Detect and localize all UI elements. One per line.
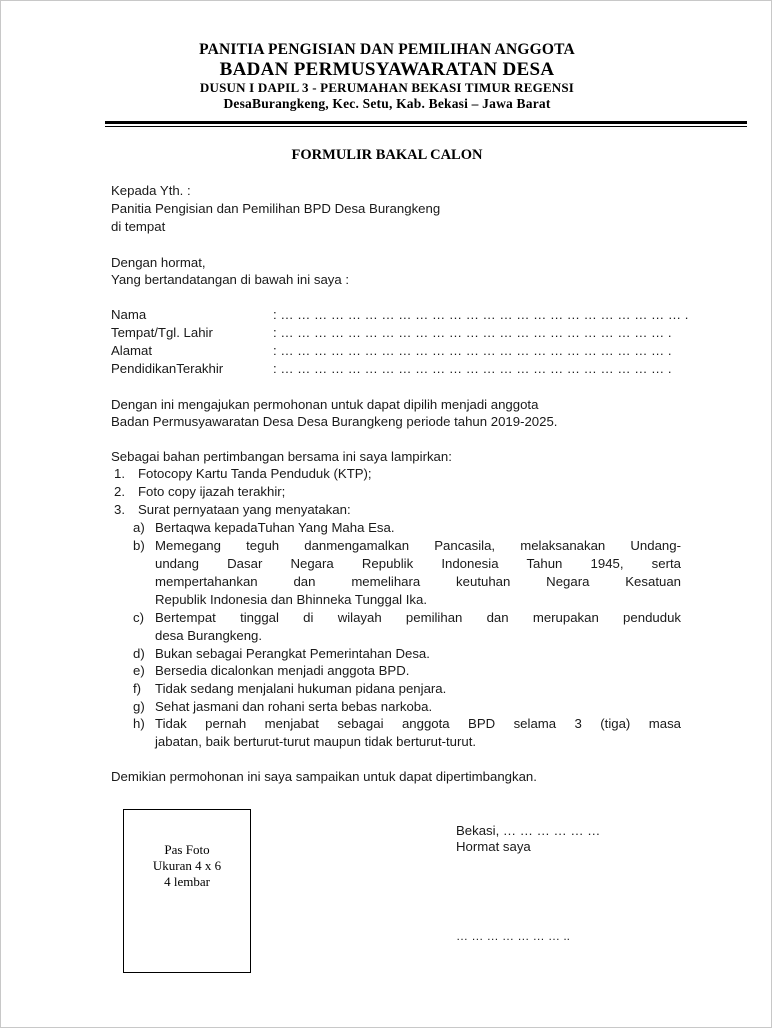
request-line: Badan Permusyawaratan Desa Desa Burangkeng periode tahun 2019-2025.	[111, 414, 558, 429]
attachment-item: Fotocopy Kartu Tanda Penduduk (KTP);	[138, 466, 372, 481]
request-line: Dengan ini mengajukan permohonan untuk dapat dipilih menjadi anggota	[111, 397, 539, 412]
photo-box-label: Pas Foto	[164, 842, 210, 857]
field-label: Alamat	[111, 343, 153, 358]
field-label: Tempat/Tgl. Lahir	[111, 325, 213, 340]
signature-place-date: Bekasi, … … … … … …	[456, 823, 601, 838]
statement-line: jabatan, baik berturut-turut maupun tidak berturut-turut.	[155, 734, 477, 749]
attachment-item: Surat pernyataan yang menyatakan:	[138, 502, 351, 517]
addressee-line: Panitia Pengisian dan Pemilihan BPD Desa Burangkeng	[111, 201, 441, 216]
statement-line: Sehat jasmani dan rohani serta bebas narkoba.	[155, 699, 433, 714]
header-divider-thin	[105, 126, 747, 127]
signature-salutation: Hormat saya	[456, 839, 531, 854]
statement-line: Republik Indonesia dan Bhinneka Tunggal Ika.	[155, 592, 428, 607]
header-divider-thick	[105, 121, 747, 124]
addressee-line: Kepada Yth. :	[111, 183, 191, 198]
statement-line: Bukan sebagai Perangkat Pemerintahan Desa.	[155, 646, 430, 661]
attachment-number: 1.	[114, 466, 125, 481]
statement-letter: d)	[133, 646, 145, 661]
attachments-intro: Sebagai bahan pertimbangan bersama ini saya lampirkan:	[111, 449, 452, 464]
statement-letter: c)	[133, 610, 144, 625]
form-title: FORMULIR BAKAL CALON	[291, 147, 483, 163]
field-blank: : … … … … … … … … … … … … … … … … … … … … … … … .	[273, 325, 672, 340]
greeting-line: Dengan hormat,	[111, 255, 206, 270]
signature-name-blank: … … … … … … … ..	[456, 929, 571, 943]
statement-letter: h)	[133, 716, 145, 731]
header-committee: PANITIA PENGISIAN DAN PEMILIHAN ANGGOTA	[199, 41, 575, 58]
photo-box	[123, 809, 251, 973]
attachment-item: Foto copy ijazah terakhir;	[138, 484, 286, 499]
field-blank: : … … … … … … … … … … … … … … … … … … … … … … … … .	[273, 307, 689, 322]
photo-box-size: Ukuran 4 x 6	[152, 858, 222, 873]
statement-line: Memegang teguh danmengamalkan Pancasila, melaksanakan Undang-	[155, 538, 681, 553]
field-label: PendidikanTerakhir	[111, 361, 224, 376]
field-blank: : … … … … … … … … … … … … … … … … … … … … … … … .	[273, 343, 672, 358]
statement-letter: a)	[133, 520, 145, 535]
attachment-number: 2.	[114, 484, 125, 499]
greeting-line: Yang bertandatangan di bawah ini saya :	[111, 272, 350, 287]
statement-line: Bertempat tinggal di wilayah pemilihan dan merupakan penduduk	[155, 610, 681, 625]
statement-line: Bersedia dicalonkan menjadi anggota BPD.	[155, 663, 410, 678]
field-label: Nama	[111, 307, 147, 322]
header-location: DUSUN I DAPIL 3 - PERUMAHAN BEKASI TIMUR REGENSI	[199, 80, 575, 95]
field-blank: : … … … … … … … … … … … … … … … … … … … … … … … .	[273, 361, 672, 376]
closing-statement: Demikian permohonan ini saya sampaikan untuk dapat dipertimbangkan.	[111, 769, 537, 784]
statement-line: Tidak sedang menjalani hukuman pidana penjara.	[155, 681, 447, 696]
statement-line: undang Dasar Negara Republik Indonesia Tahun 1945, serta	[155, 556, 681, 571]
photo-box-count: 4 lembar	[164, 874, 210, 889]
statement-letter: g)	[133, 699, 145, 714]
header-address: DesaBurangkeng, Kec. Setu, Kab. Bekasi – Jawa Barat	[223, 96, 551, 111]
attachment-number: 3.	[114, 502, 125, 517]
header-institution: BADAN PERMUSYAWARATAN DESA	[219, 59, 555, 80]
statement-line: Tidak pernah menjabat sebagai anggota BPD selama 3 (tiga) masa	[155, 716, 681, 731]
addressee-line: di tempat	[111, 219, 166, 234]
statement-letter: b)	[133, 538, 145, 553]
statement-letter: e)	[133, 663, 145, 678]
statement-line: mempertahankan dan memelihara keutuhan Negara Kesatuan	[155, 574, 681, 589]
statement-letter: f)	[133, 681, 142, 696]
statement-line: Bertaqwa kepadaTuhan Yang Maha Esa.	[155, 520, 395, 535]
statement-line: desa Burangkeng.	[155, 628, 263, 643]
